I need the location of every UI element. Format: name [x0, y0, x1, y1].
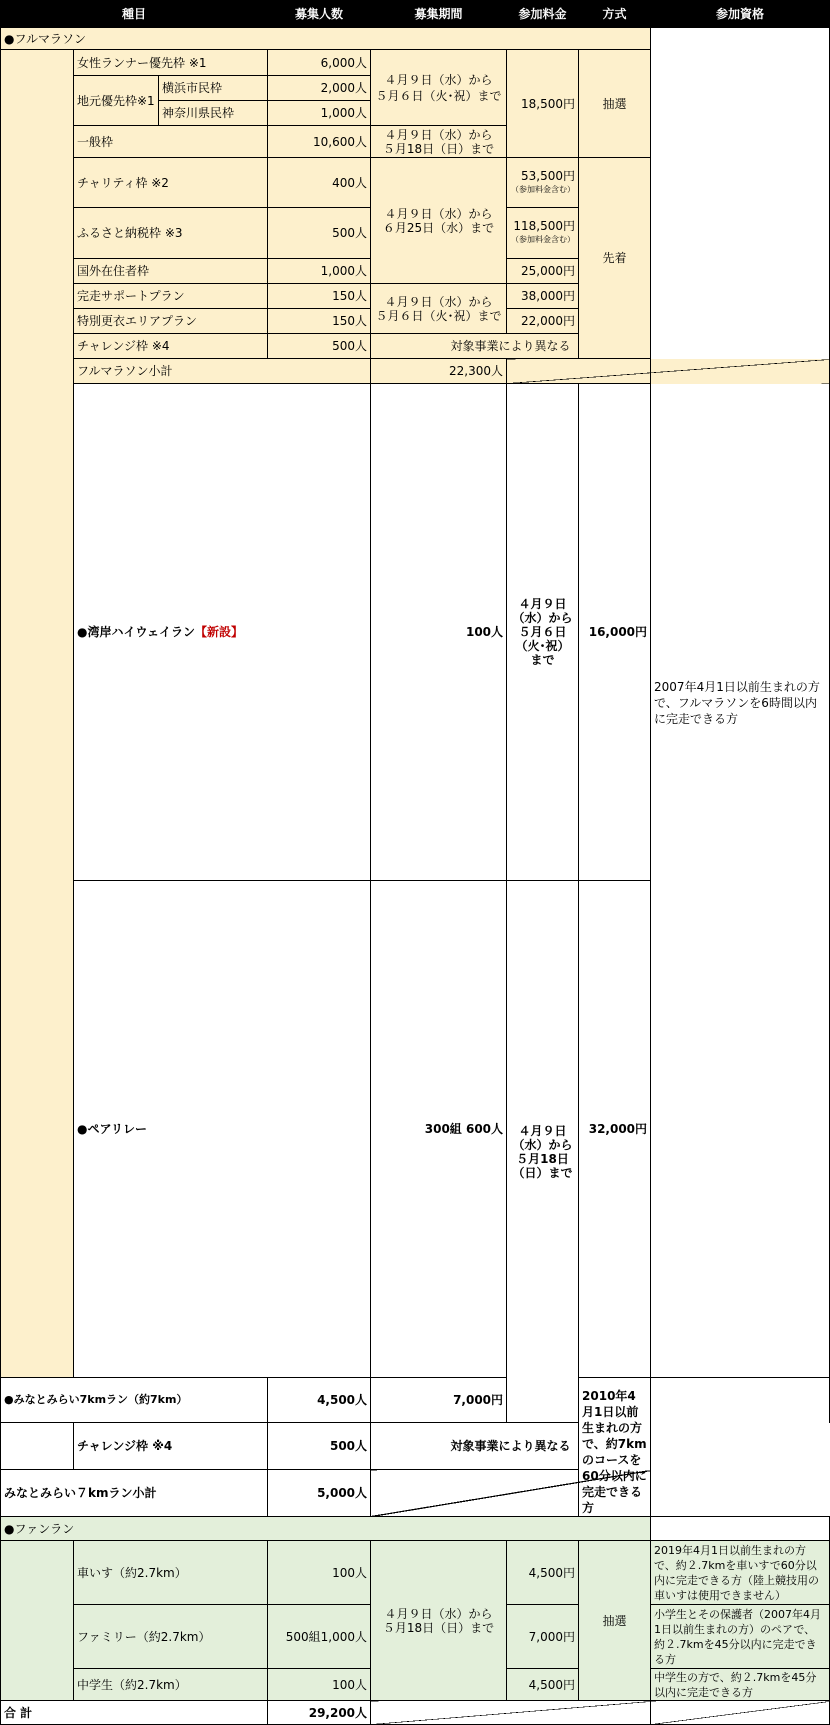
- kanagawa-count: 1,000人: [268, 101, 371, 126]
- wheelchair-fee: 4,500円: [507, 1541, 579, 1605]
- minato-label: ●みなとみらい7kmラン（約7km）: [1, 1378, 268, 1423]
- wheelchair-count: 100人: [268, 1541, 371, 1605]
- women-label: 女性ランナー優先枠 ※1: [74, 50, 268, 76]
- fun-qual-spacer: [651, 1517, 830, 1541]
- seaside-fee: 16,000円: [579, 384, 651, 881]
- charity-count: 400人: [268, 158, 371, 208]
- special-count: 150人: [268, 309, 371, 334]
- family-count: 500組1,000人: [268, 1605, 371, 1669]
- special-label: 特別更衣エリアプラン: [74, 309, 268, 334]
- junior-qualification: 中学生の方で、約２.7kmを45分以内に完走できる方: [651, 1669, 830, 1701]
- wheelchair-label: 車いす（約2.7km）: [74, 1541, 268, 1605]
- junior-label: 中学生（約2.7km）: [74, 1669, 268, 1701]
- seaside-label: ●湾岸ハイウェイラン: [77, 625, 195, 639]
- junior-count: 100人: [268, 1669, 371, 1701]
- header-fee: 参加料金: [507, 1, 579, 28]
- full-period-1: ４月９日（水）から ５月６日（火･祝）まで: [371, 50, 507, 126]
- full-method-lottery: 抽選: [579, 50, 651, 158]
- furusato-label: ふるさと納税枠 ※3: [74, 208, 268, 259]
- minato-count: 4,500人: [268, 1378, 371, 1423]
- general-label: 一般枠: [74, 126, 268, 158]
- full-challenge-label: チャレンジ枠 ※4: [74, 334, 268, 359]
- header-period: 募集期間: [371, 1, 507, 28]
- full-subtotal-slash: [507, 359, 830, 384]
- overseas-label: 国外在住者枠: [74, 259, 268, 284]
- fun-period: ４月９日（水）から ５月18日（日）まで: [371, 1541, 507, 1701]
- header-qualification: 参加資格: [651, 1, 830, 28]
- minato-fee: 7,000円: [371, 1378, 507, 1423]
- minato-subtotal-count: 5,000人: [268, 1470, 371, 1517]
- furusato-fee-note: （参加料金含む）: [511, 235, 576, 244]
- overseas-fee: 25,000円: [507, 259, 579, 284]
- pair-count: 300組 600人: [371, 881, 507, 1378]
- junior-fee: 4,500円: [507, 1669, 579, 1701]
- pair-period: ４月９日（水）から ５月18日（日）まで: [507, 881, 579, 1423]
- total-slash-b: [651, 1701, 830, 1725]
- support-fee: 38,000円: [507, 284, 579, 309]
- minato-challenge-note: 対象事業により異なる: [371, 1423, 651, 1470]
- seaside-period: ４月９日（水）から ５月６日（火･祝）まで: [507, 384, 579, 881]
- charity-fee-cell: [507, 158, 579, 208]
- total-slash-a: [371, 1701, 651, 1725]
- kanagawa-label: 神奈川県民枠: [159, 101, 268, 126]
- full-challenge-note: 対象事業により異なる: [371, 334, 651, 359]
- yokohama-label: 横浜市民枠: [159, 76, 268, 101]
- overseas-count: 1,000人: [268, 259, 371, 284]
- minato-subtotal-label: みなとみらい７kmラン小計: [1, 1470, 268, 1517]
- furusato-count: 500人: [268, 208, 371, 259]
- full-period-2: ４月９日（水）から ６月25日（水）まで: [371, 158, 507, 284]
- full-qualification: 2007年4月1日以前生まれの方で、フルマラソンを6時間以内に完走できる方: [651, 28, 830, 1378]
- seaside-label-cell: [74, 384, 371, 881]
- furusato-fee-cell: [507, 208, 579, 259]
- family-qualification: 小学生とその保護者（2007年4月1日以前生まれの方）のペアで、約２.7kmを45分以内に完走できる方: [651, 1605, 830, 1669]
- full-section-label: ●フルマラソン: [1, 28, 651, 50]
- family-fee: 7,000円: [507, 1605, 579, 1669]
- fun-section-label: ●ファンラン: [1, 1517, 651, 1541]
- furusato-fee: 118,500円: [513, 219, 576, 233]
- fun-indent: [1, 1541, 74, 1701]
- charity-fee: 53,500円: [521, 168, 576, 183]
- seaside-count: 100人: [371, 384, 507, 881]
- women-count: 6,000人: [268, 50, 371, 76]
- total-label: 合 計: [1, 1701, 268, 1725]
- minato-indent: [1, 1423, 74, 1470]
- pair-fee: 32,000円: [579, 881, 651, 1378]
- general-period: ４月９日（水）から ５月18日（日）まで: [371, 126, 507, 158]
- full-challenge-count: 500人: [268, 334, 371, 359]
- charity-label: チャリティ枠 ※2: [74, 158, 268, 208]
- full-indent: [1, 50, 74, 1378]
- support-label: 完走サポートプラン: [74, 284, 268, 309]
- full-period-3: ４月９日（水）から ５月６日（火･祝）まで: [371, 284, 507, 334]
- local-label: 地元優先枠※1: [74, 76, 159, 126]
- full-method-first: 先着: [579, 158, 651, 359]
- special-fee: 22,000円: [507, 309, 579, 334]
- minato-challenge-count: 500人: [268, 1423, 371, 1470]
- header-category: 種目: [1, 1, 268, 28]
- yokohama-count: 2,000人: [268, 76, 371, 101]
- header-method: 方式: [579, 1, 651, 28]
- family-label: ファミリー（約2.7km）: [74, 1605, 268, 1669]
- pair-label: ●ペアリレー: [74, 881, 371, 1378]
- charity-fee-note: （参加料金含む）: [511, 184, 576, 194]
- support-count: 150人: [268, 284, 371, 309]
- full-subtotal-label: フルマラソン小計: [74, 359, 371, 384]
- wheelchair-qualification: 2019年4月1日以前生まれの方で、約２.7kmを車いすで60分以内に完走できる方（陸上競技用の車いすは使用できません）: [651, 1541, 830, 1605]
- total-count: 29,200人: [268, 1701, 371, 1725]
- general-count: 10,600人: [268, 126, 371, 158]
- fun-method: 抽選: [579, 1541, 651, 1701]
- full-fee-1: 18,500円: [507, 50, 579, 158]
- minato-qualification: 2010年4月1日以前生まれの方で、約7kmのコースを60分以内に完走できる方: [579, 1378, 651, 1517]
- seaside-new-badge: 【新設】: [195, 625, 244, 639]
- full-subtotal-count: 22,300人: [371, 359, 507, 384]
- header-count: 募集人数: [268, 1, 371, 28]
- minato-challenge-label: チャレンジ枠 ※4: [74, 1423, 268, 1470]
